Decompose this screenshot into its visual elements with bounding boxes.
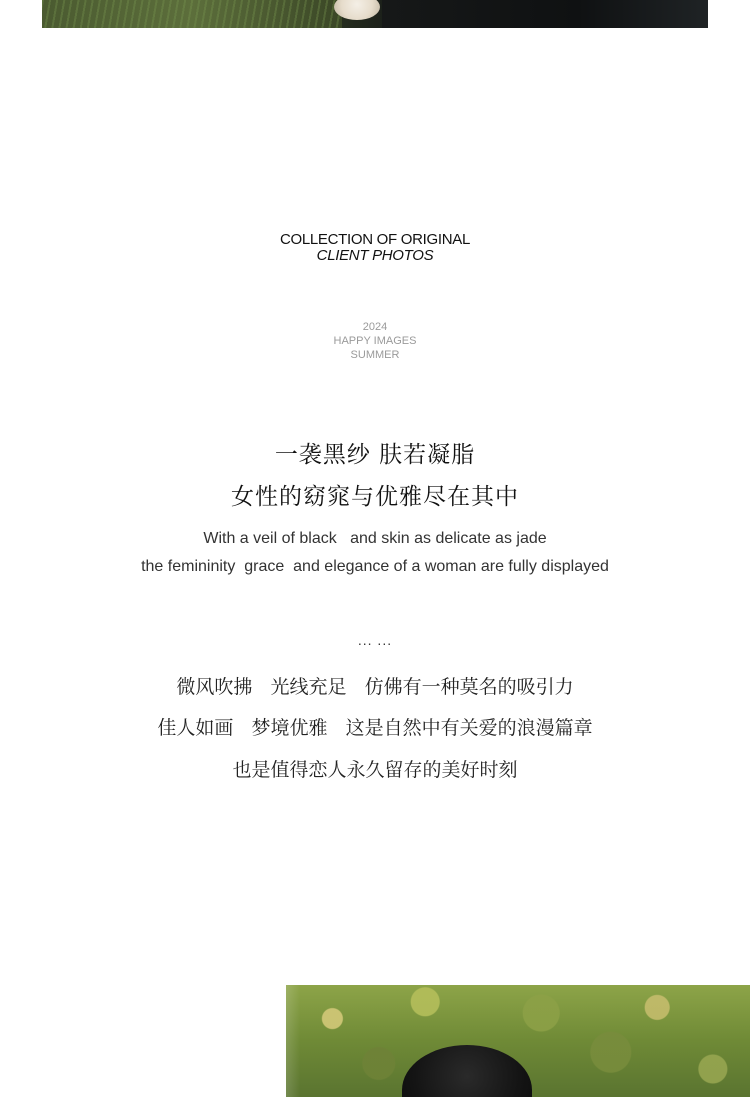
- chinese-title-line-2: 女性的窈窕与优雅尽在其中: [231, 484, 519, 510]
- meta-year: 2024: [362, 321, 388, 333]
- meta-season: SUMMER: [350, 349, 400, 361]
- poem-line-1: 微风吹拂 光线充足 仿佛有一种莫名的吸引力: [176, 676, 574, 698]
- collection-line-2: CLIENT PHOTOS: [316, 247, 434, 264]
- poem-line-2: 佳人如画 梦境优雅 这是自然中有关爱的浪漫篇章: [157, 717, 593, 739]
- chinese-title-line-1: 一袭黑纱 肤若凝脂: [274, 442, 476, 468]
- english-line-2: the femininity grace and elegance of a woman are fully displayed: [141, 558, 609, 575]
- meta-subtitle: HAPPY IMAGES: [333, 335, 417, 347]
- photo-fade: [0, 985, 300, 1097]
- dark-dress-area: [382, 0, 708, 28]
- collection-line-1: COLLECTION OF ORIGINAL: [279, 231, 471, 248]
- bottom-photo: [0, 985, 750, 1097]
- collection-heading: [0, 232, 750, 264]
- top-photo: [42, 0, 708, 28]
- ellipsis-divider: ... ...: [357, 632, 393, 648]
- grass-area: [42, 0, 342, 28]
- poem-line-3: 也是值得恋人永久留存的美好时刻: [232, 759, 518, 781]
- meta-block: [0, 320, 750, 362]
- english-line-1: With a veil of black and skin as delicate as jade: [203, 530, 547, 547]
